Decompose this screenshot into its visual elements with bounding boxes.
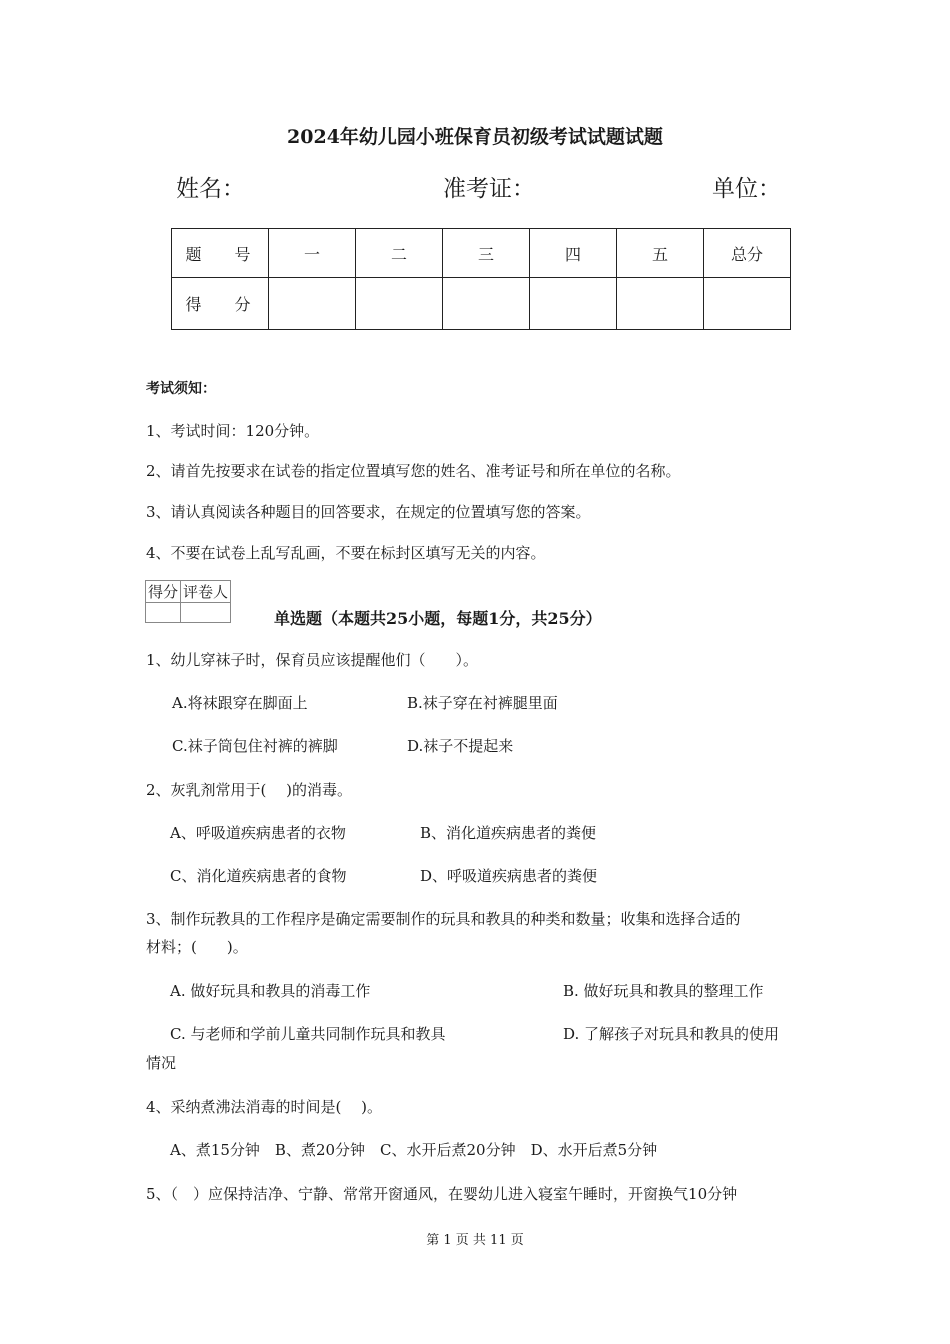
score-cell: [704, 278, 791, 330]
question-option-continued: 情况: [146, 1054, 177, 1072]
question-stem-continued: 材料；( )。: [146, 938, 248, 956]
score-cell: [617, 278, 704, 330]
grader-name-cell: [181, 603, 231, 623]
question-stem: 2、灰乳剂常用于( )的消毒。: [146, 781, 353, 799]
grader-box: [145, 580, 231, 623]
score-table-header-cell: 一: [269, 229, 356, 278]
question-option: D.袜子不提起来: [407, 737, 514, 755]
score-cell: [269, 278, 356, 330]
notice-item: 3、请认真阅读各种题目的回答要求，在规定的位置填写您的答案。: [146, 503, 591, 521]
score-table-header-cell: 题 号: [172, 229, 269, 278]
grader-score-label: 得分: [146, 581, 181, 603]
score-table-header-cell: 总分: [704, 229, 791, 278]
question-stem: 1、幼儿穿袜子时，保育员应该提醒他们（ ）。: [146, 651, 479, 669]
score-table-header-cell: 五: [617, 229, 704, 278]
question-option: C.袜子筒包住衬裤的裤脚: [172, 737, 338, 755]
question-options: A、煮15分钟 B、煮20分钟 C、水开后煮20分钟 D、水开后煮5分钟: [170, 1141, 658, 1159]
question-option: B、消化道疾病患者的粪便: [420, 824, 597, 842]
question-option: D、呼吸道疾病患者的粪便: [420, 867, 598, 885]
question-option: A. 做好玩具和教具的消毒工作: [170, 982, 371, 1000]
question-option: D. 了解孩子对玩具和教具的使用: [563, 1025, 780, 1043]
score-cell: [443, 278, 530, 330]
score-table-header-row: [172, 229, 791, 278]
question-stem: 3、制作玩教具的工作程序是确定需要制作的玩具和教具的种类和数量；收集和选择合适的: [146, 910, 741, 928]
score-row-label: 得 分: [172, 278, 269, 330]
exam-number-field-label: 准考证：: [443, 176, 535, 202]
question-option: A、呼吸道疾病患者的衣物: [170, 824, 346, 842]
notice-title: 考试须知：: [146, 381, 216, 397]
question-stem: 4、采纳煮沸法消毒的时间是( )。: [146, 1098, 383, 1116]
grader-score-cell: [146, 603, 181, 623]
notice-item: 2、请首先按要求在试卷的指定位置填写您的姓名、准考证号和所在单位的名称。: [146, 462, 681, 480]
section-title: 单选题（本题共25小题，每题1分，共25分）: [274, 609, 602, 628]
score-cell: [356, 278, 443, 330]
score-table-header-cell: 三: [443, 229, 530, 278]
question-option: A.将袜跟穿在脚面上: [172, 694, 308, 712]
page-title: 2024年幼儿园小班保育员初级考试试题试题: [287, 126, 663, 148]
score-table: [171, 228, 791, 330]
score-cell: [530, 278, 617, 330]
score-table-header-cell: 四: [530, 229, 617, 278]
grader-name-label: 评卷人: [181, 581, 231, 603]
question-option: C、消化道疾病患者的食物: [170, 867, 347, 885]
notice-item: 1、考试时间：120分钟。: [146, 422, 320, 440]
page-footer: 第 1 页 共 11 页: [426, 1233, 524, 1248]
question-stem: 5、（ ）应保持洁净、宁静、常常开窗通风，在婴幼儿进入寝室午睡时，开窗换气10分钟: [146, 1185, 738, 1203]
score-table-score-row: [172, 278, 791, 330]
name-field-label: 姓名：: [176, 176, 245, 202]
question-option: B.袜子穿在衬裤腿里面: [407, 694, 558, 712]
score-table-header-cell: 二: [356, 229, 443, 278]
question-option: C. 与老师和学前儿童共同制作玩具和教具: [170, 1025, 446, 1043]
unit-field-label: 单位：: [712, 176, 781, 202]
notice-item: 4、不要在试卷上乱写乱画，不要在标封区填写无关的内容。: [146, 544, 546, 562]
question-option: B. 做好玩具和教具的整理工作: [563, 982, 764, 1000]
